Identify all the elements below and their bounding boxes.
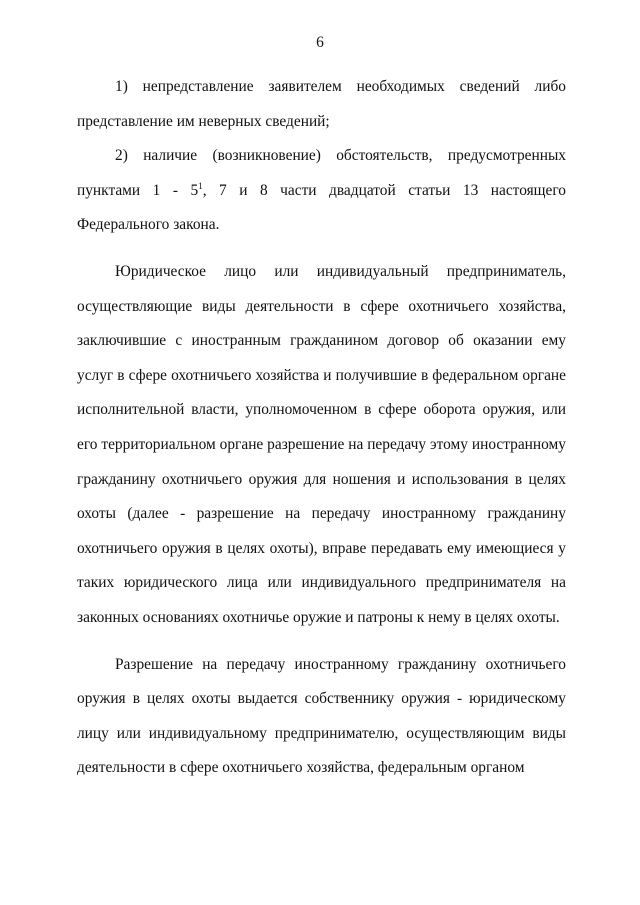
page-number: 6 bbox=[316, 34, 324, 51]
superscript-index: 1 bbox=[198, 180, 203, 191]
paragraph-item-2-text: 2) наличие (возникновение) обстоятельств, предусмотренных пунктами 1 - 5 bbox=[77, 147, 566, 199]
paragraph-legal-entity: Юридическое лицо или индивидуальный предприниматель, осуществляющие виды деятельности в сфере охотничьего хозяйства, заключившие с иностранным гражданином договор об оказании ему услуг в сфере охотничьего хозяйства и получившие в федеральном органе исполнительной власти, уполномоченном в сфере оборота оружия, или его территориальном органе разрешение на передачу этому иностранному гражданину охотничьего оружия для ношения и использования в целях охоты (далее - разрешение на передачу иностранному гражданину охотничьего оружия в целях охоты), вправе передавать ему имеющиеся у таких юридического лица или индивидуального предпринимателя на законных основаниях охотничье оружие и патроны к нему в целях охоты. bbox=[77, 262, 566, 626]
paragraph-item-2 bbox=[77, 139, 566, 243]
paragraph-spacer bbox=[77, 243, 566, 255]
paragraph-item-1: 1) непредставление заявителем необходимых сведений либо представление им неверных сведений; bbox=[77, 78, 566, 130]
paragraph-item-2-text-end: , 7 и 8 части двадцатой статьи 13 настоящего Федерального закона. bbox=[77, 181, 566, 234]
paragraph-spacer bbox=[77, 636, 566, 648]
paragraph-permit: Разрешение на передачу иностранному гражданину охотничьего оружия в целях охоты выдается собственнику оружия - юридическому лицу или индивидуальному предпринимателю, осуществляющим виды деятельности в сфере охотничьего хозяйства, федеральным органом bbox=[77, 655, 566, 777]
document-body bbox=[77, 70, 566, 786]
